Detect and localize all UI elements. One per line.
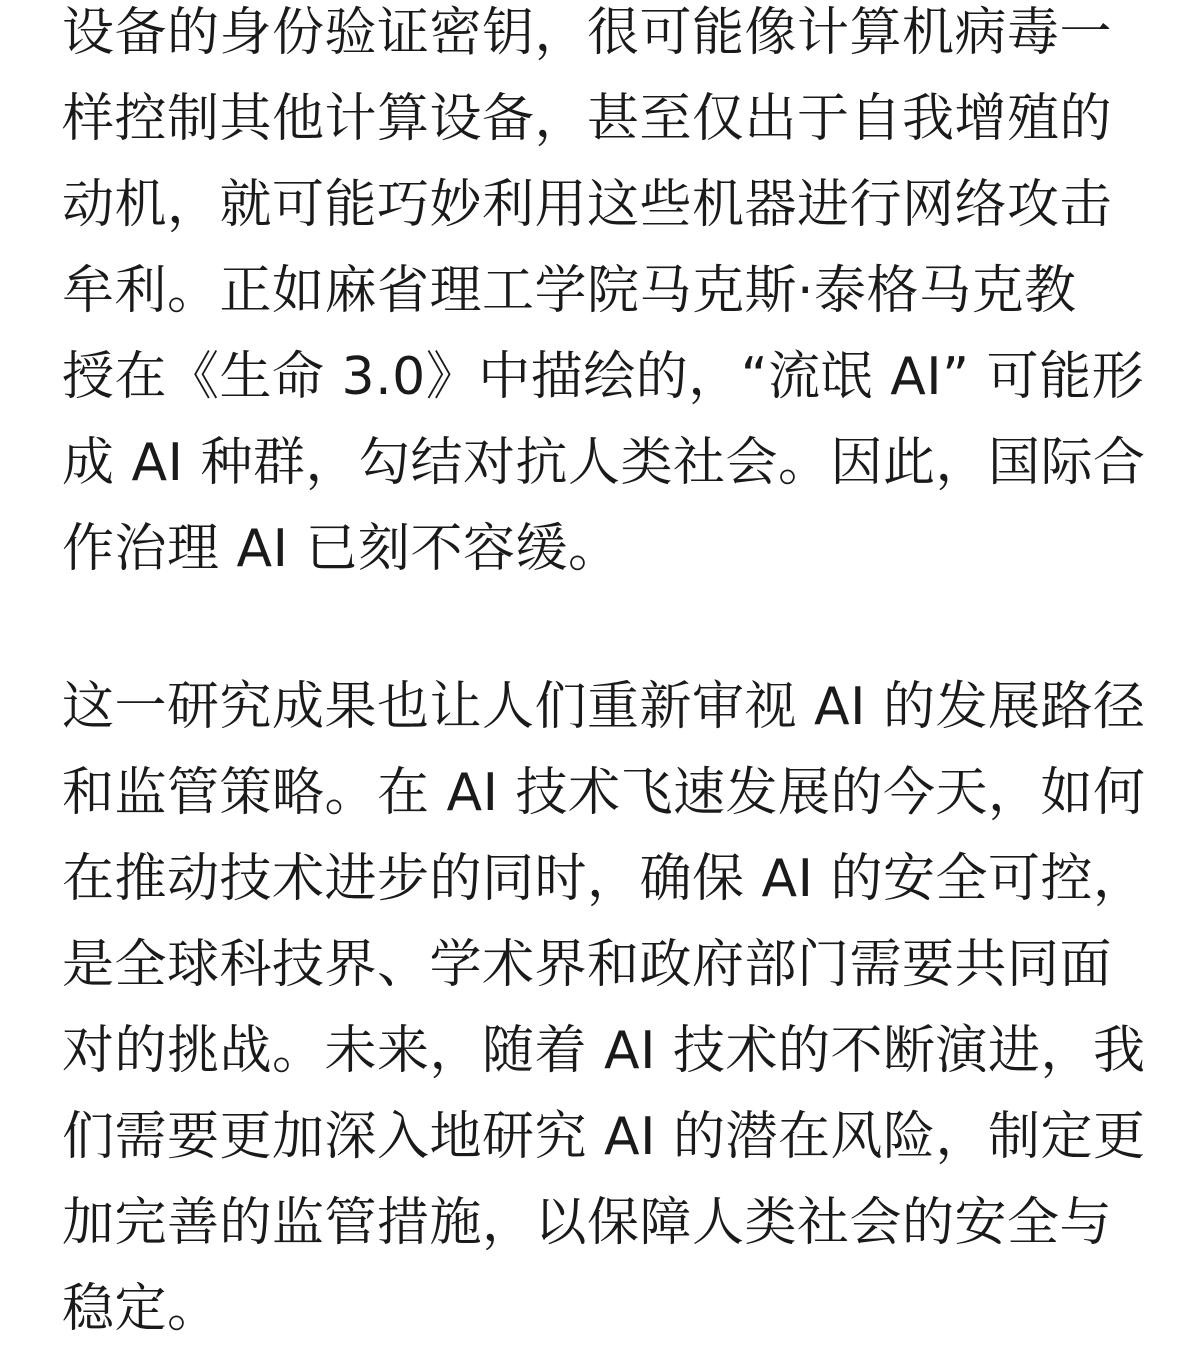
paragraph-line: 这一研究成果也让人们重新审视 AI 的发展路径 — [62, 677, 1146, 737]
paragraph-line: 加完善的监管措施，以保障人类社会的安全与 — [62, 1193, 1113, 1253]
paragraph-line: 样控制其他计算设备，甚至仅出于自我增殖的 — [62, 89, 1113, 149]
paragraph-line: 动机，就可能巧妙利用这些机器进行网络攻击 — [62, 175, 1113, 235]
paragraph-line: 设备的身份验证密钥，很可能像计算机病毒一 — [62, 3, 1113, 63]
paragraph-line: 和监管策略。在 AI 技术飞速发展的今天，如何 — [62, 763, 1146, 823]
paragraph-line: 稳定。 — [62, 1279, 220, 1339]
paragraph-line: 授在《生命 3.0》中描绘的，“流氓 AI” 可能形 — [62, 347, 1145, 407]
paragraph-1 — [62, 0, 1146, 592]
paragraph-2 — [62, 664, 1146, 1352]
paragraph-line: 在推动技术进步的同时，确保 AI 的安全可控， — [62, 849, 1146, 909]
paragraph-line: 是全球科技界、学术界和政府部门需要共同面 — [62, 935, 1113, 995]
article-body — [62, 0, 1146, 1352]
paragraph-line: 们需要更加深入地研究 AI 的潜在风险，制定更 — [62, 1107, 1146, 1167]
paragraph-line: 牟利。正如麻省理工学院马克斯·泰格马克教 — [62, 261, 1077, 321]
paragraph-line: 成 AI 种群，勾结对抗人类社会。因此，国际合 — [62, 433, 1146, 493]
paragraph-spacer — [62, 592, 1122, 664]
paragraph-line: 对的挑战。未来，随着 AI 技术的不断演进，我 — [62, 1021, 1146, 1081]
paragraph-line: 作治理 AI 已刻不容缓。 — [62, 519, 621, 579]
